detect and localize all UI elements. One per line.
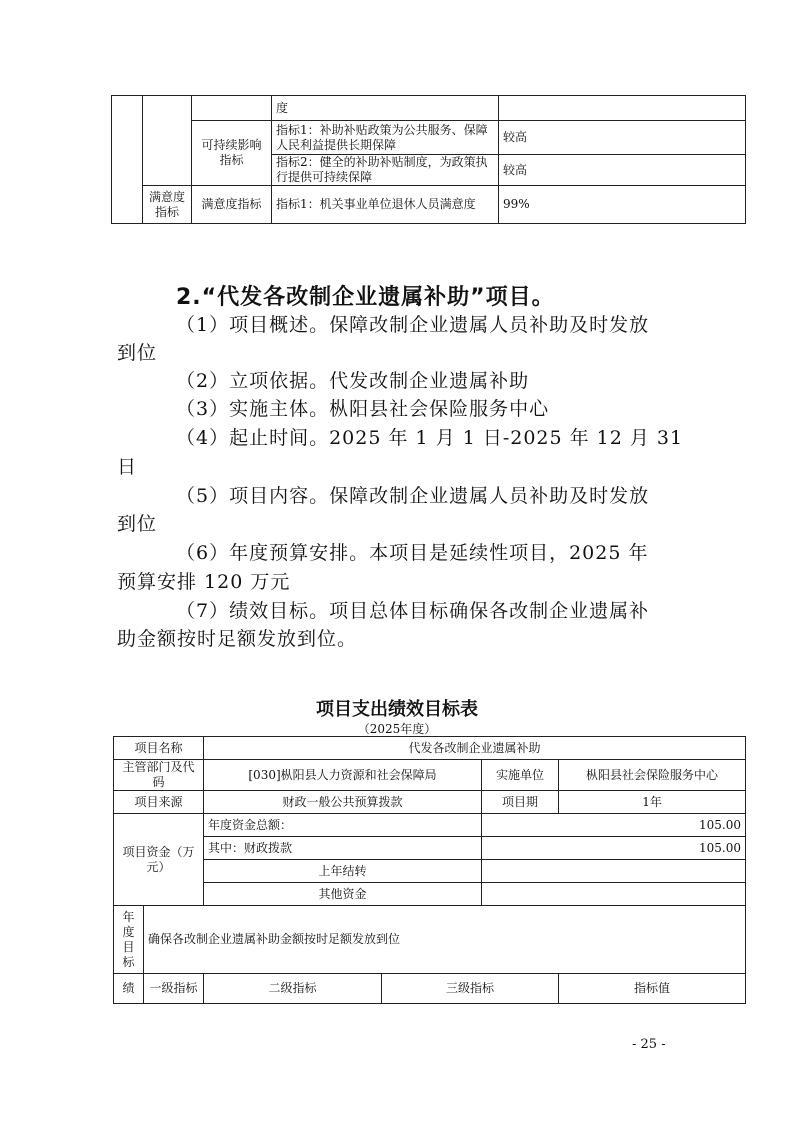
paragraph: （2）立项依据。代发改制企业遗属补助 <box>176 370 530 392</box>
sustain-indicator-label: 可持续影响指标 <box>192 121 272 186</box>
source-label: 项目来源 <box>114 791 204 814</box>
indicator-text: 指标2：健全的补助补贴制度，为政策执行提供可持续保障 <box>272 155 499 186</box>
indicator-text: 指标1：补助补贴政策为公共服务、保障人民利益提供长期保障 <box>272 121 499 155</box>
source-value: 财政一般公共预算拨款 <box>204 791 482 814</box>
paragraph: （1）项目概述。保障改制企业遗属人员补助及时发放 <box>176 314 650 336</box>
paragraph: （4）起止时间。2025 年 1 月 1 日-2025 年 12 月 31 <box>176 427 684 449</box>
table-cell-blank <box>112 96 143 224</box>
table-cell-blank <box>499 96 746 121</box>
fund-carry-label: 上年结转 <box>204 860 482 883</box>
fund-fiscal-value: 105.00 <box>482 837 746 860</box>
indicator-value: 较高 <box>499 121 746 155</box>
paragraph: 到位 <box>117 342 158 364</box>
level2-header: 二级指标 <box>204 974 382 1004</box>
indicator-value: 99% <box>499 186 746 224</box>
indicator-text: 指标1：机关事业单位退休人员满意度 <box>272 186 499 224</box>
paragraph: 助金额按时足额发放到位。 <box>117 628 358 650</box>
period-label: 项目期 <box>482 791 559 814</box>
indicator-value-header: 指标值 <box>559 974 746 1004</box>
indicator-table-continued <box>111 95 746 224</box>
dept-value: [030]枞阳县人力资源和社会保障局 <box>204 760 482 791</box>
period-value: 1年 <box>559 791 746 814</box>
paragraph: 日 <box>117 456 138 478</box>
impl-unit-value: 枞阳县社会保险服务中心 <box>559 760 746 791</box>
fund-total-label: 年度资金总额： <box>204 814 482 837</box>
fund-label: 项目资金（万元） <box>114 814 204 906</box>
level3-header: 三级指标 <box>382 974 559 1004</box>
indicator-text: 度 <box>272 96 499 121</box>
table-title: 项目支出绩效目标表 <box>316 699 478 720</box>
performance-label: 绩 <box>114 974 144 1004</box>
table-cell-blank <box>482 860 746 883</box>
paragraph: （3）实施主体。枞阳县社会保险服务中心 <box>176 398 550 420</box>
table-cell-blank <box>482 883 746 906</box>
fund-other-label: 其他资金 <box>204 883 482 906</box>
table-cell-blank <box>143 96 192 186</box>
annual-goal-value: 确保各改制企业遗属补助金额按时足额发放到位 <box>144 906 746 974</box>
page-number: - 25 - <box>632 1037 666 1052</box>
paragraph: 到位 <box>117 513 158 535</box>
fund-total-value: 105.00 <box>482 814 746 837</box>
level1-header: 一级指标 <box>144 974 204 1004</box>
paragraph: （7）绩效目标。项目总体目标确保各改制企业遗属补 <box>176 600 650 622</box>
project-name-label: 项目名称 <box>114 737 204 760</box>
paragraph: 预算安排 120 万元 <box>117 571 291 593</box>
project-name-value: 代发各改制企业遗属补助 <box>204 737 746 760</box>
satisfaction-level1-label: 满意度指标 <box>143 186 192 224</box>
satisfaction-level2-label: 满意度指标 <box>192 186 272 224</box>
indicator-value: 较高 <box>499 155 746 186</box>
annual-goal-label: 年度目标 <box>114 906 144 974</box>
paragraph: （6）年度预算安排。本项目是延续性项目，2025 年 <box>176 542 649 564</box>
table-cell-blank <box>192 96 272 121</box>
impl-unit-label: 实施单位 <box>482 760 559 791</box>
paragraph: （5）项目内容。保障改制企业遗属人员补助及时发放 <box>176 485 650 507</box>
dept-label: 主管部门及代码 <box>114 760 204 791</box>
section-heading: 2.“代发各改制企业遗属补助”项目。 <box>176 285 555 310</box>
performance-target-table <box>113 736 746 1004</box>
table-year: （2025年度） <box>357 722 437 736</box>
fund-fiscal-label: 其中：财政拨款 <box>204 837 482 860</box>
